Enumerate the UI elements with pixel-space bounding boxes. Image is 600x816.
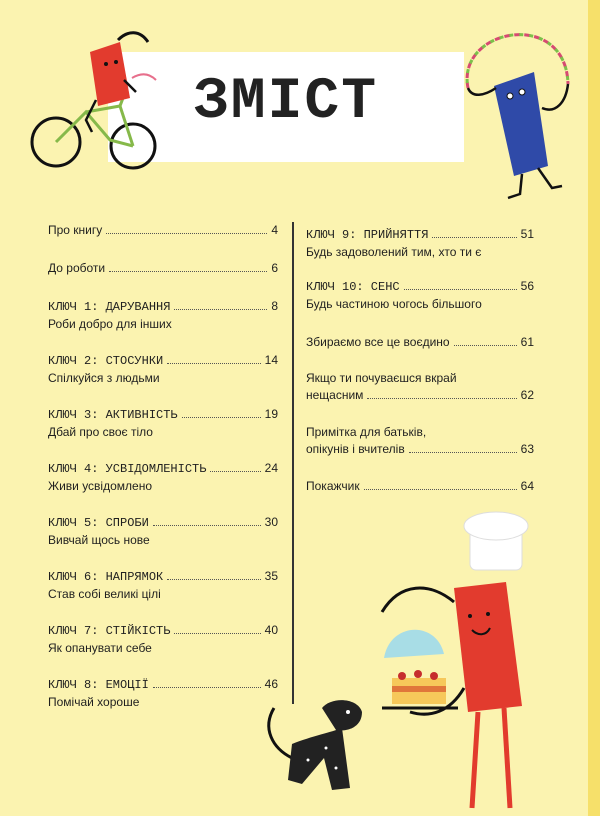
toc-title: КЛЮЧ 3: АКТИВНІСТЬ <box>48 408 178 422</box>
toc-page: 19 <box>264 407 278 421</box>
toc-subtitle: Будь задоволений тим, хто ти є <box>306 245 482 259</box>
toc-subtitle: Живи усвідомлено <box>48 479 153 493</box>
toc-entry[interactable] <box>306 226 534 261</box>
toc-page: 51 <box>520 227 534 241</box>
toc-title-line1: Якщо ти почуваєшся вкрай <box>306 371 457 385</box>
toc-entry[interactable] <box>306 370 534 404</box>
toc-page: 56 <box>520 279 534 293</box>
toc-entry[interactable] <box>48 514 278 549</box>
toc-page: 61 <box>520 335 534 349</box>
toc-subtitle: Спілкуйся з людьми <box>48 371 160 385</box>
chef-cake-illustration <box>360 512 540 812</box>
toc-entry[interactable] <box>48 460 278 495</box>
toc-title: КЛЮЧ 8: ЕМОЦІЇ <box>48 678 149 692</box>
toc-page: 30 <box>264 515 278 529</box>
toc-entry[interactable] <box>48 676 278 711</box>
toc-page: 24 <box>264 461 278 475</box>
toc-title-line2: нещасним <box>306 388 364 402</box>
toc-page: 35 <box>264 569 278 583</box>
cyclist-illustration <box>28 20 178 180</box>
toc-entry[interactable] <box>48 260 278 277</box>
toc-title: КЛЮЧ 5: СПРОБИ <box>48 516 149 530</box>
toc-title: Про книгу <box>48 223 103 237</box>
toc-page: 63 <box>520 442 534 456</box>
toc-title: КЛЮЧ 7: СТІЙКІСТЬ <box>48 624 171 638</box>
toc-page: 8 <box>271 299 278 313</box>
toc-subtitle: Як опанувати себе <box>48 641 152 655</box>
toc-subtitle: Дбай про своє тіло <box>48 425 153 439</box>
toc-title: КЛЮЧ 1: ДАРУВАННЯ <box>48 300 171 314</box>
toc-page: 6 <box>271 261 278 275</box>
toc-entry[interactable] <box>48 298 278 333</box>
toc-page: 62 <box>520 388 534 402</box>
toc-page: 14 <box>264 353 278 367</box>
toc-entry[interactable] <box>48 222 278 239</box>
toc-entry[interactable] <box>306 478 534 495</box>
toc-title-line1: Примітка для батьків, <box>306 425 427 439</box>
toc-entry[interactable] <box>48 568 278 603</box>
toc-title-line2: опікунів і вчителів <box>306 442 405 456</box>
toc-title: КЛЮЧ 2: СТОСУНКИ <box>48 354 164 368</box>
toc-subtitle: Роби добро для інших <box>48 317 172 331</box>
page-edge <box>588 0 600 816</box>
toc-page: 40 <box>264 623 278 637</box>
toc-page: 4 <box>271 223 278 237</box>
toc-subtitle: Вивчай щось нове <box>48 533 150 547</box>
toc-title: До роботи <box>48 261 106 275</box>
toc-title: КЛЮЧ 9: ПРИЙНЯТТЯ <box>306 228 429 242</box>
toc-title: Покажчик <box>306 479 360 493</box>
toc-subtitle: Помічай хороше <box>48 695 140 709</box>
column-divider <box>292 222 294 704</box>
toc-subtitle: Будь частиною чогось більшого <box>306 297 482 311</box>
toc-entry[interactable] <box>306 424 534 458</box>
toc-subtitle: Став собі великі цілі <box>48 587 161 601</box>
toc-page: 64 <box>520 479 534 493</box>
jump-rope-illustration <box>456 18 586 208</box>
toc-title: Збираємо все це воєдино <box>306 335 450 349</box>
toc-entry[interactable] <box>306 278 534 313</box>
toc-entry[interactable] <box>48 406 278 441</box>
toc-entry[interactable] <box>48 622 278 657</box>
dog-illustration <box>262 688 372 798</box>
page-title: ЗМІСТ <box>193 70 379 135</box>
toc-title: КЛЮЧ 4: УСВІДОМЛЕНІСТЬ <box>48 462 207 476</box>
toc-page: 46 <box>264 677 278 691</box>
toc-title: КЛЮЧ 10: СЕНС <box>306 280 400 294</box>
toc-entry[interactable] <box>306 334 534 351</box>
toc-title: КЛЮЧ 6: НАПРЯМОК <box>48 570 164 584</box>
toc-entry[interactable] <box>48 352 278 387</box>
